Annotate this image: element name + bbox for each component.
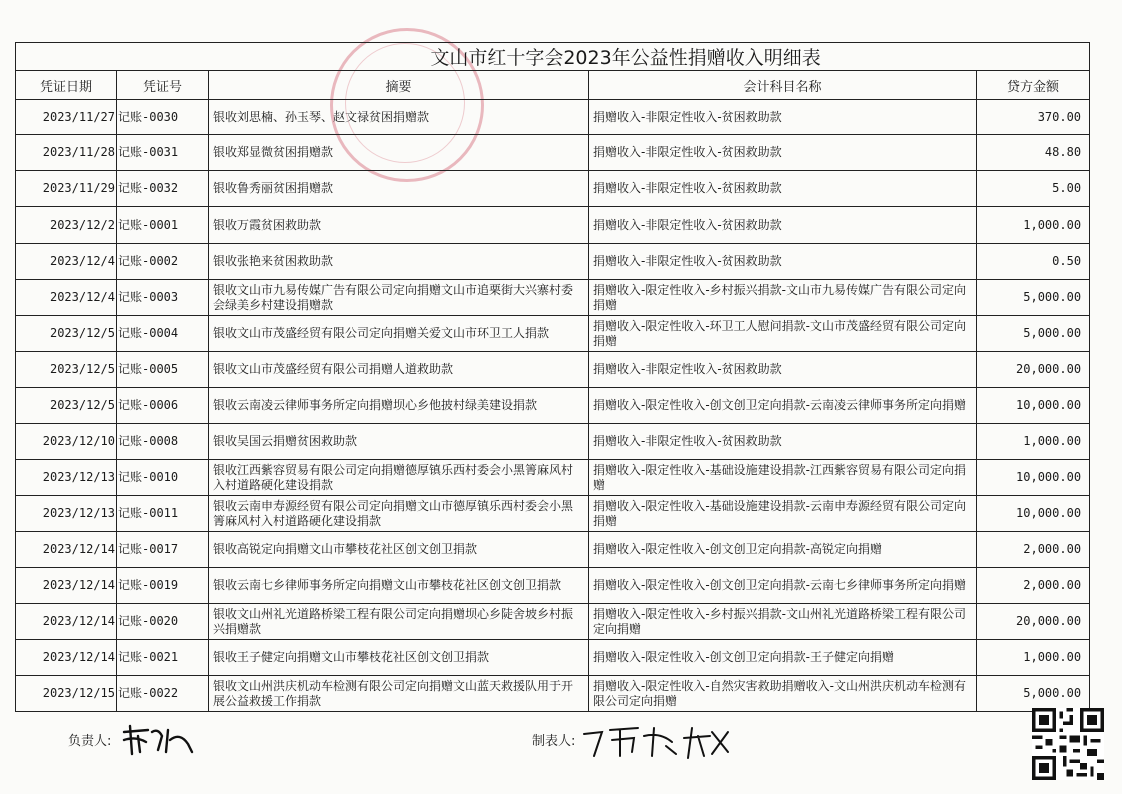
cell-summary: 银收文山市茂盛经贸有限公司定向捐赠关爱文山市环卫工人捐款 bbox=[209, 316, 589, 352]
table-title: 文山市红十字会2023年公益性捐赠收入明细表 bbox=[16, 43, 1090, 71]
cell-amount: 370.00 bbox=[977, 100, 1090, 135]
cell-amount: 2,000.00 bbox=[977, 568, 1090, 604]
cell-account: 捐赠收入-限定性收入-创文创卫定向捐款-高锐定向捐赠 bbox=[589, 532, 977, 568]
cell-amount: 10,000.00 bbox=[977, 388, 1090, 424]
cell-account: 捐赠收入-限定性收入-创文创卫定向捐款-王子健定向捐赠 bbox=[589, 640, 977, 676]
cell-account: 捐赠收入-限定性收入-自然灾害救助捐赠收入-文山州洪庆机动车检测有限公司定向捐赠 bbox=[589, 676, 977, 712]
table-row bbox=[16, 244, 1090, 280]
cell-voucher: 记账-0008 bbox=[117, 424, 209, 460]
table-row bbox=[16, 532, 1090, 568]
cell-account: 捐赠收入-限定性收入-乡村振兴捐款-文山市九易传媒广告有限公司定向捐赠 bbox=[589, 280, 977, 316]
table-row bbox=[16, 568, 1090, 604]
cell-summary: 银收文山市茂盛经贸有限公司捐赠人道救助款 bbox=[209, 352, 589, 388]
table-row bbox=[16, 352, 1090, 388]
table-row bbox=[16, 460, 1090, 496]
cell-amount: 5,000.00 bbox=[977, 676, 1090, 712]
cell-account: 捐赠收入-非限定性收入-贫困救助款 bbox=[589, 100, 977, 135]
cell-account: 捐赠收入-限定性收入-创文创卫定向捐款-云南七乡律师事务所定向捐赠 bbox=[589, 568, 977, 604]
cell-voucher: 记账-0006 bbox=[117, 388, 209, 424]
cell-date: 2023/11/28 bbox=[16, 135, 117, 171]
cell-summary: 银收文山市九易传媒广告有限公司定向捐赠文山市追栗街大兴寨村委会绿美乡村建设捐赠款 bbox=[209, 280, 589, 316]
cell-voucher: 记账-0031 bbox=[117, 135, 209, 171]
preparer-label: 制表人: bbox=[532, 734, 576, 749]
column-header-date: 凭证日期 bbox=[16, 71, 117, 100]
table-row bbox=[16, 424, 1090, 460]
cell-account: 捐赠收入-非限定性收入-贫困救助款 bbox=[589, 352, 977, 388]
table-body bbox=[16, 100, 1090, 712]
column-header-account: 会计科目名称 bbox=[589, 71, 977, 100]
cell-voucher: 记账-0002 bbox=[117, 244, 209, 280]
cell-date: 2023/12/13 bbox=[16, 460, 117, 496]
cell-summary: 银收高锐定向捐赠文山市攀枝花社区创文创卫捐款 bbox=[209, 532, 589, 568]
cell-voucher: 记账-0011 bbox=[117, 496, 209, 532]
cell-amount: 2,000.00 bbox=[977, 532, 1090, 568]
table-row bbox=[16, 280, 1090, 316]
cell-date: 2023/12/14 bbox=[16, 604, 117, 640]
cell-account: 捐赠收入-非限定性收入-贫困救助款 bbox=[589, 135, 977, 171]
table-row bbox=[16, 388, 1090, 424]
cell-amount: 48.80 bbox=[977, 135, 1090, 171]
cell-voucher: 记账-0020 bbox=[117, 604, 209, 640]
table-row bbox=[16, 496, 1090, 532]
cell-voucher: 记账-0005 bbox=[117, 352, 209, 388]
cell-account: 捐赠收入-非限定性收入-贫困救助款 bbox=[589, 207, 977, 244]
cell-amount: 5,000.00 bbox=[977, 316, 1090, 352]
cell-date: 2023/12/13 bbox=[16, 496, 117, 532]
responsible-signature bbox=[118, 722, 198, 758]
cell-summary: 银收吴国云捐赠贫困救助款 bbox=[209, 424, 589, 460]
cell-account: 捐赠收入-非限定性收入-贫困救助款 bbox=[589, 424, 977, 460]
cell-summary: 银收文山州礼光道路桥梁工程有限公司定向捐赠坝心乡陡舍坡乡村振兴捐赠款 bbox=[209, 604, 589, 640]
donation-income-table-sheet bbox=[15, 42, 1089, 712]
cell-date: 2023/12/14 bbox=[16, 532, 117, 568]
cell-amount: 1,000.00 bbox=[977, 207, 1090, 244]
cell-summary: 银收云南申寿源经贸有限公司定向捐赠文山市德厚镇乐西村委会小黑箐麻风村入村道路硬化建设捐款 bbox=[209, 496, 589, 532]
cell-summary: 银收鲁秀丽贫困捐赠款 bbox=[209, 171, 589, 207]
cell-voucher: 记账-0032 bbox=[117, 171, 209, 207]
cell-voucher: 记账-0022 bbox=[117, 676, 209, 712]
donation-income-table bbox=[15, 42, 1090, 712]
table-row bbox=[16, 604, 1090, 640]
cell-summary: 银收王子健定向捐赠文山市攀枝花社区创文创卫捐款 bbox=[209, 640, 589, 676]
cell-account: 捐赠收入-限定性收入-基础设施建设捐款-江西紫容贸易有限公司定向捐赠 bbox=[589, 460, 977, 496]
cell-amount: 1,000.00 bbox=[977, 640, 1090, 676]
cell-date: 2023/12/5 bbox=[16, 352, 117, 388]
cell-date: 2023/12/5 bbox=[16, 316, 117, 352]
cell-amount: 5.00 bbox=[977, 171, 1090, 207]
cell-date: 2023/12/10 bbox=[16, 424, 117, 460]
cell-amount: 10,000.00 bbox=[977, 460, 1090, 496]
cell-summary: 银收张艳来贫困救助款 bbox=[209, 244, 589, 280]
cell-account: 捐赠收入-非限定性收入-贫困救助款 bbox=[589, 171, 977, 207]
responsible-label: 负责人: bbox=[68, 734, 112, 749]
table-header-row bbox=[16, 71, 1090, 100]
cell-voucher: 记账-0030 bbox=[117, 100, 209, 135]
cell-summary: 银收江西紫容贸易有限公司定向捐赠德厚镇乐西村委会小黑箐麻风村入村道路硬化建设捐款 bbox=[209, 460, 589, 496]
column-header-summary: 摘要 bbox=[209, 71, 589, 100]
cell-voucher: 记账-0021 bbox=[117, 640, 209, 676]
cell-summary: 银收郑显微贫困捐赠款 bbox=[209, 135, 589, 171]
cell-date: 2023/12/5 bbox=[16, 388, 117, 424]
table-row bbox=[16, 316, 1090, 352]
cell-account: 捐赠收入-限定性收入-创文创卫定向捐款-云南凌云律师事务所定向捐赠 bbox=[589, 388, 977, 424]
cell-summary: 银收云南七乡律师事务所定向捐赠文山市攀枝花社区创文创卫捐款 bbox=[209, 568, 589, 604]
cell-date: 2023/12/2 bbox=[16, 207, 117, 244]
cell-voucher: 记账-0003 bbox=[117, 280, 209, 316]
cell-account: 捐赠收入-非限定性收入-贫困救助款 bbox=[589, 244, 977, 280]
column-header-amount: 贷方金额 bbox=[977, 71, 1090, 100]
qr-code-icon bbox=[1032, 708, 1104, 780]
cell-date: 2023/12/4 bbox=[16, 280, 117, 316]
cell-voucher: 记账-0004 bbox=[117, 316, 209, 352]
cell-date: 2023/11/29 bbox=[16, 171, 117, 207]
cell-summary: 银收文山州洪庆机动车检测有限公司定向捐赠文山蓝天救援队用于开展公益救援工作捐款 bbox=[209, 676, 589, 712]
cell-summary: 银收云南凌云律师事务所定向捐赠坝心乡他披村绿美建设捐款 bbox=[209, 388, 589, 424]
table-row bbox=[16, 207, 1090, 244]
table-row bbox=[16, 135, 1090, 171]
cell-summary: 银收万霞贫困救助款 bbox=[209, 207, 589, 244]
table-row bbox=[16, 171, 1090, 207]
cell-summary: 银收刘思楠、孙玉琴、赵文禄贫困捐赠款 bbox=[209, 100, 589, 135]
cell-date: 2023/12/14 bbox=[16, 640, 117, 676]
cell-amount: 20,000.00 bbox=[977, 604, 1090, 640]
table-row bbox=[16, 640, 1090, 676]
cell-amount: 1,000.00 bbox=[977, 424, 1090, 460]
cell-voucher: 记账-0010 bbox=[117, 460, 209, 496]
cell-account: 捐赠收入-限定性收入-基础设施建设捐款-云南申寿源经贸有限公司定向捐赠 bbox=[589, 496, 977, 532]
preparer-signature bbox=[580, 722, 750, 762]
cell-amount: 20,000.00 bbox=[977, 352, 1090, 388]
cell-voucher: 记账-0019 bbox=[117, 568, 209, 604]
cell-date: 2023/12/4 bbox=[16, 244, 117, 280]
table-row bbox=[16, 676, 1090, 712]
cell-voucher: 记账-0017 bbox=[117, 532, 209, 568]
cell-date: 2023/12/14 bbox=[16, 568, 117, 604]
cell-voucher: 记账-0001 bbox=[117, 207, 209, 244]
cell-amount: 5,000.00 bbox=[977, 280, 1090, 316]
cell-date: 2023/12/15 bbox=[16, 676, 117, 712]
column-header-voucher: 凭证号 bbox=[117, 71, 209, 100]
table-row bbox=[16, 100, 1090, 135]
cell-amount: 0.50 bbox=[977, 244, 1090, 280]
cell-account: 捐赠收入-限定性收入-环卫工人慰问捐款-文山市茂盛经贸有限公司定向捐赠 bbox=[589, 316, 977, 352]
cell-amount: 10,000.00 bbox=[977, 496, 1090, 532]
cell-account: 捐赠收入-限定性收入-乡村振兴捐款-文山州礼光道路桥梁工程有限公司定向捐赠 bbox=[589, 604, 977, 640]
cell-date: 2023/11/27 bbox=[16, 100, 117, 135]
